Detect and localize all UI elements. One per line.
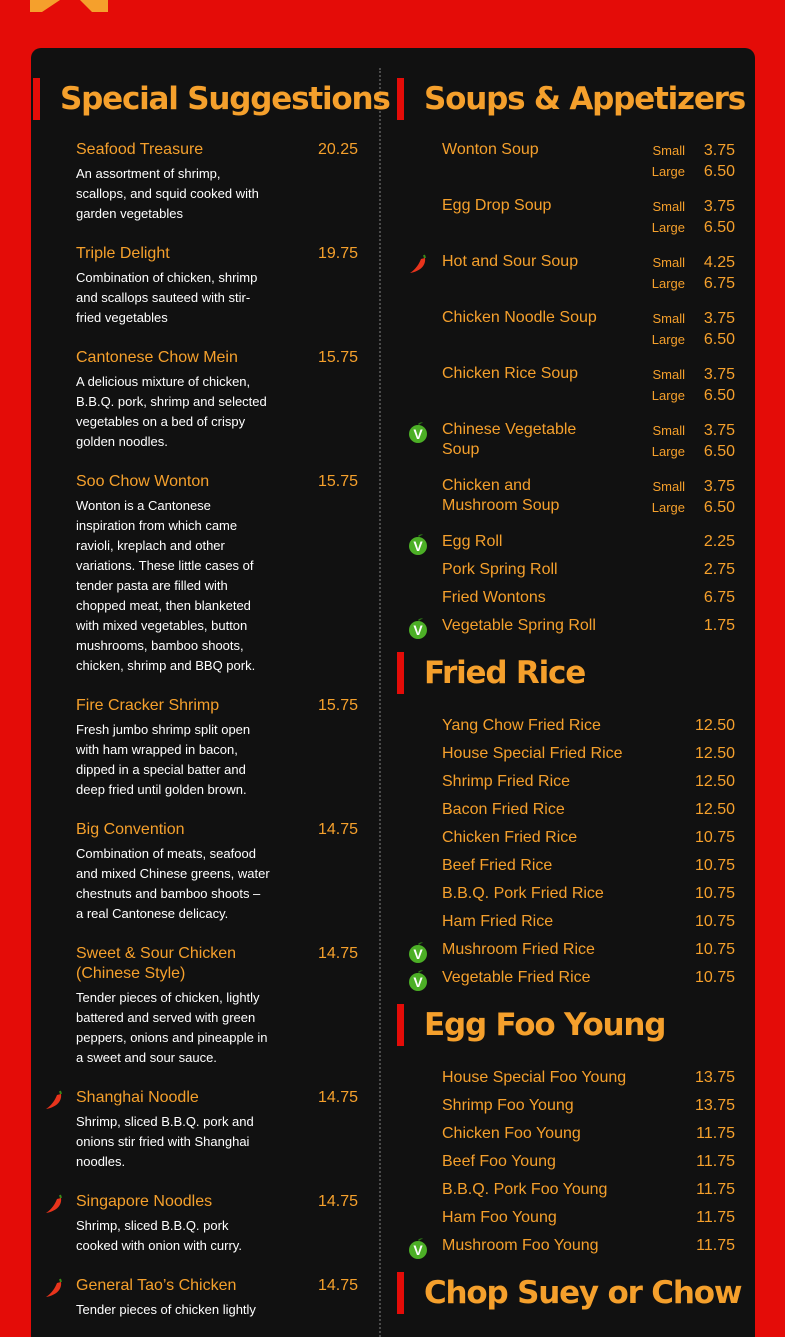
special-item <box>31 696 379 800</box>
item-name: Soo Chow Wonton <box>76 473 210 490</box>
item-price: 14.75 <box>317 945 358 962</box>
menu-item <box>397 616 755 644</box>
item-price: 14.75 <box>317 1089 358 1106</box>
menu-panel <box>31 48 755 1337</box>
item-price: 2.25 <box>703 533 735 550</box>
item-name: Sweet & Sour Chicken (Chinese Style) <box>76 945 237 982</box>
soup-item <box>397 252 755 308</box>
item-price: 12.50 <box>694 717 735 734</box>
size-prices <box>704 252 735 294</box>
item-description: A delicious mixture of chicken, B.B.Q. pork, shrimp and selected vegetables on a bed of crispy golden noodles. <box>76 374 267 449</box>
size-large-label: Large <box>651 332 685 347</box>
special-item <box>31 348 379 452</box>
size-labels <box>652 140 685 182</box>
svg-text:V: V <box>413 946 423 962</box>
small-price: 4.25 <box>703 254 735 271</box>
chop-suey-title: Chop Suey or Chow <box>397 1272 755 1314</box>
item-name: Fried Wontons <box>442 589 546 606</box>
item-price: 10.75 <box>694 829 735 846</box>
menu-item <box>397 800 755 828</box>
item-name: Seafood Treasure <box>76 141 204 158</box>
size-large-label: Large <box>651 444 685 459</box>
menu-item <box>397 1124 755 1152</box>
size-prices <box>704 364 735 406</box>
item-name: Chicken Noodle Soup <box>442 309 597 326</box>
item-name: Beef Fried Rice <box>442 857 553 874</box>
item-description: An assortment of shrimp, scallops, and squid cooked with garden vegetables <box>76 166 259 221</box>
item-name: Triple Delight <box>76 245 170 262</box>
size-labels <box>652 364 685 406</box>
restaurant-logo <box>30 0 108 13</box>
item-description: Shrimp, sliced B.B.Q. pork cooked with onion with curry. <box>76 1218 242 1253</box>
item-price: 11.75 <box>696 1125 735 1142</box>
item-name: Bacon Fried Rice <box>442 801 565 818</box>
size-small-label: Small <box>652 479 685 494</box>
menu-item <box>397 856 755 884</box>
vegetarian-icon <box>407 421 429 443</box>
item-name: Big Convention <box>76 821 185 838</box>
item-price: 14.75 <box>317 1193 358 1210</box>
spicy-pepper-icon <box>407 253 429 275</box>
item-description: Combination of meats, seafood and mixed Chinese greens, water chestnuts and bamboo shoots – a real Cantonese delicacy. <box>76 846 270 921</box>
item-name: Chicken Fried Rice <box>442 829 578 846</box>
item-name: General Tao’s Chicken <box>76 1277 237 1294</box>
item-price: 10.75 <box>694 885 735 902</box>
vegetarian-icon <box>407 969 429 991</box>
item-description: Shrimp, sliced B.B.Q. pork and onions stir fried with Shanghai noodles. <box>76 1114 254 1169</box>
item-name: Egg Roll <box>442 533 503 550</box>
item-description: Fresh jumbo shrimp split open with ham wrapped in bacon, dipped in a special batter and deep fried until golden brown. <box>76 722 251 797</box>
item-description: Tender pieces of chicken, lightly battered and served with green peppers, onions and pineapple in a sweet and sour sauce. <box>76 990 268 1065</box>
vegetarian-icon <box>407 1237 429 1259</box>
small-price: 3.75 <box>703 478 735 495</box>
svg-text:V: V <box>413 538 423 554</box>
item-description: Combination of chicken, shrimp and scallops sauteed with stir-fried vegetables <box>76 270 258 325</box>
item-name: Hot and Sour Soup <box>442 253 579 270</box>
size-large-label: Large <box>651 276 685 291</box>
item-price: 20.25 <box>317 141 358 158</box>
item-price: 12.50 <box>694 745 735 762</box>
menu-item <box>397 1208 755 1236</box>
soup-item <box>397 476 755 532</box>
soup-item <box>397 308 755 364</box>
menu-item <box>397 716 755 744</box>
item-name: Chinese Vegetable Soup <box>442 421 577 458</box>
soups-appetizers-title: Soups & Appetizers <box>397 78 755 120</box>
item-name: Cantonese Chow Mein <box>76 349 238 366</box>
item-price: 15.75 <box>317 349 358 366</box>
item-name: Singapore Noodles <box>76 1193 213 1210</box>
menu-item <box>397 828 755 856</box>
vegetarian-icon <box>407 533 429 555</box>
soup-item <box>397 364 755 420</box>
large-price: 6.50 <box>703 331 735 348</box>
size-small-label: Small <box>652 199 685 214</box>
svg-text:V: V <box>413 1242 423 1258</box>
item-name: Vegetable Fried Rice <box>442 969 591 986</box>
item-price: 10.75 <box>694 969 735 986</box>
special-item <box>31 244 379 328</box>
size-labels <box>652 420 685 462</box>
menu-item <box>397 772 755 800</box>
special-item <box>31 944 379 1068</box>
large-price: 6.50 <box>703 387 735 404</box>
item-price: 15.75 <box>317 473 358 490</box>
item-name: Shanghai Noodle <box>76 1089 199 1106</box>
item-price: 15.75 <box>317 697 358 714</box>
item-name: Fire Cracker Shrimp <box>76 697 220 714</box>
vegetarian-icon <box>407 617 429 639</box>
item-description: Wonton is a Cantonese inspiration from which came ravioli, kreplach and other variations. These little cases of tender pasta are filled with chopped meat, then blanketed with mixed vegetables, button mushrooms, bamboo shoots, chicken, shrimp and BBQ pork. <box>76 498 256 673</box>
size-prices <box>704 196 735 238</box>
soup-item <box>397 420 755 476</box>
column-divider <box>379 68 381 1337</box>
svg-text:V: V <box>413 974 423 990</box>
item-price: 19.75 <box>317 245 358 262</box>
item-name: Ham Fried Rice <box>442 913 554 930</box>
item-price: 10.75 <box>694 857 735 874</box>
small-price: 3.75 <box>703 198 735 215</box>
special-suggestions-title: Special Suggestions <box>33 78 379 120</box>
large-price: 6.50 <box>703 163 735 180</box>
large-price: 6.50 <box>703 499 735 516</box>
menu-item <box>397 1152 755 1180</box>
menu-item <box>397 968 755 996</box>
size-prices <box>704 308 735 350</box>
item-name: House Special Fried Rice <box>442 745 623 762</box>
special-item <box>31 1192 379 1256</box>
soups-list <box>397 140 755 532</box>
large-price: 6.50 <box>703 443 735 460</box>
special-item <box>31 140 379 224</box>
egg-foo-young-list <box>397 1068 755 1264</box>
item-name: Shrimp Foo Young <box>442 1097 574 1114</box>
special-item <box>31 820 379 924</box>
item-name: Shrimp Fried Rice <box>442 773 571 790</box>
special-item <box>31 472 379 676</box>
item-price: 11.75 <box>696 1209 735 1226</box>
item-price: 10.75 <box>694 913 735 930</box>
item-name: B.B.Q. Pork Fried Rice <box>442 885 604 902</box>
fried-rice-list <box>397 716 755 996</box>
size-large-label: Large <box>651 164 685 179</box>
small-price: 3.75 <box>703 310 735 327</box>
item-description: Tender pieces of chicken lightly <box>76 1302 256 1317</box>
size-large-label: Large <box>651 500 685 515</box>
menu-item <box>397 1236 755 1264</box>
item-name: Wonton Soup <box>442 141 539 158</box>
item-name: Beef Foo Young <box>442 1153 556 1170</box>
size-small-label: Small <box>652 311 685 326</box>
size-small-label: Small <box>652 143 685 158</box>
item-price: 13.75 <box>694 1069 735 1086</box>
item-name: B.B.Q. Pork Foo Young <box>442 1181 608 1198</box>
large-price: 6.50 <box>703 219 735 236</box>
item-price: 12.50 <box>694 773 735 790</box>
item-name: Egg Drop Soup <box>442 197 552 214</box>
small-price: 3.75 <box>703 422 735 439</box>
egg-foo-young-title: Egg Foo Young <box>397 1004 755 1046</box>
item-price: 14.75 <box>317 1277 358 1294</box>
item-price: 11.75 <box>696 1237 735 1254</box>
size-large-label: Large <box>651 220 685 235</box>
size-labels <box>652 476 685 518</box>
small-price: 3.75 <box>703 366 735 383</box>
special-item <box>31 1276 379 1320</box>
vegetarian-icon <box>407 941 429 963</box>
soup-item <box>397 140 755 196</box>
size-labels <box>652 308 685 350</box>
menu-item <box>397 560 755 588</box>
item-price: 6.75 <box>703 589 735 606</box>
item-name: Ham Foo Young <box>442 1209 557 1226</box>
svg-text:V: V <box>413 622 423 638</box>
size-prices <box>704 420 735 462</box>
item-price: 13.75 <box>694 1097 735 1114</box>
size-small-label: Small <box>652 255 685 270</box>
size-prices <box>704 140 735 182</box>
menu-item <box>397 744 755 772</box>
menu-item <box>397 912 755 940</box>
item-name: Pork Spring Roll <box>442 561 558 578</box>
soup-item <box>397 196 755 252</box>
item-name: Chicken Rice Soup <box>442 365 579 382</box>
item-price: 14.75 <box>317 821 358 838</box>
spicy-pepper-icon <box>43 1277 65 1299</box>
special-suggestions-column <box>31 48 390 1337</box>
special-item <box>31 1088 379 1172</box>
special-suggestions-list <box>31 140 379 1320</box>
size-labels <box>652 252 685 294</box>
item-price: 2.75 <box>703 561 735 578</box>
svg-text:V: V <box>413 426 423 442</box>
item-price: 1.75 <box>703 617 735 634</box>
menu-item <box>397 940 755 968</box>
size-labels <box>652 196 685 238</box>
item-price: 11.75 <box>696 1181 735 1198</box>
right-column <box>397 48 755 1314</box>
menu-item <box>397 1096 755 1124</box>
item-name: Mushroom Foo Young <box>442 1237 599 1254</box>
spicy-pepper-icon <box>43 1193 65 1215</box>
item-name: Chicken and Mushroom Soup <box>442 477 560 514</box>
appetizers-list <box>397 532 755 644</box>
menu-item <box>397 884 755 912</box>
item-name: House Special Foo Young <box>442 1069 627 1086</box>
item-price: 10.75 <box>694 941 735 958</box>
size-large-label: Large <box>651 388 685 403</box>
item-name: Mushroom Fried Rice <box>442 941 595 958</box>
item-price: 11.75 <box>696 1153 735 1170</box>
size-prices <box>704 476 735 518</box>
fried-rice-title: Fried Rice <box>397 652 755 694</box>
menu-item <box>397 588 755 616</box>
size-small-label: Small <box>652 367 685 382</box>
large-price: 6.75 <box>703 275 735 292</box>
small-price: 3.75 <box>703 142 735 159</box>
item-name: Chicken Foo Young <box>442 1125 581 1142</box>
menu-item <box>397 532 755 560</box>
item-name: Vegetable Spring Roll <box>442 617 596 634</box>
item-price: 12.50 <box>694 801 735 818</box>
menu-item <box>397 1068 755 1096</box>
size-small-label: Small <box>652 423 685 438</box>
spicy-pepper-icon <box>43 1089 65 1111</box>
menu-item <box>397 1180 755 1208</box>
item-name: Yang Chow Fried Rice <box>442 717 601 734</box>
